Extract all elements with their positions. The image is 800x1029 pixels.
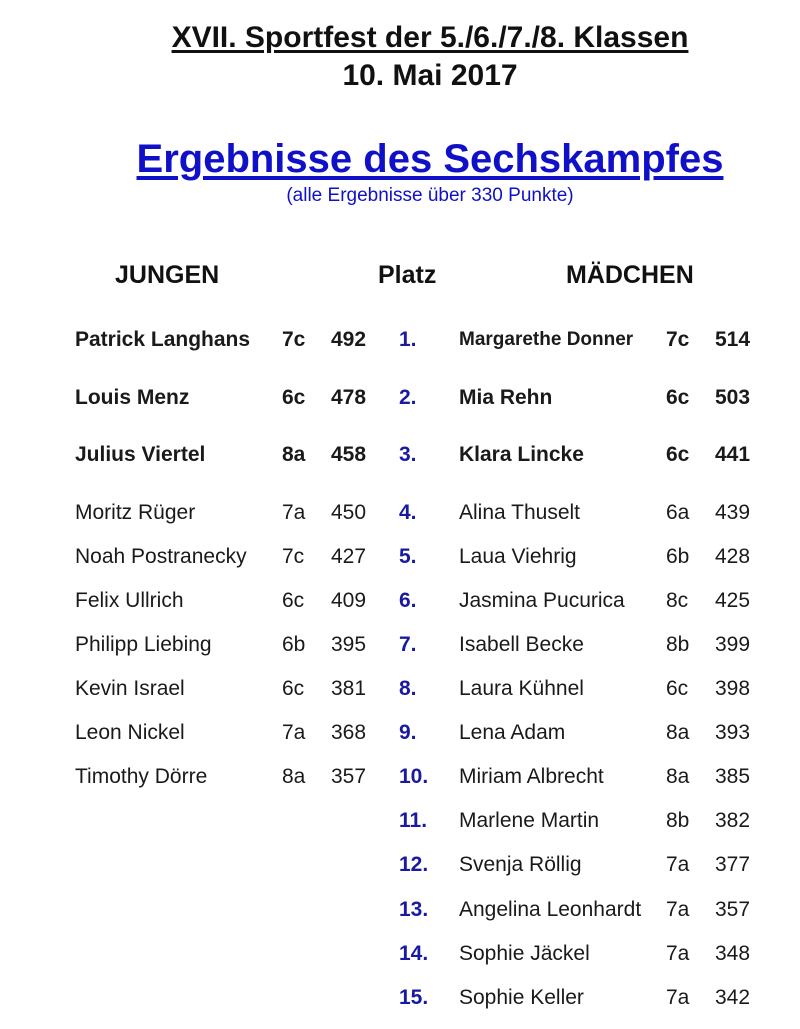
boy-name: Noah Postranecky [75, 545, 247, 568]
place-number: 11. [399, 809, 428, 832]
boy-points: 357 [331, 765, 367, 788]
girl-class: 8b [666, 809, 690, 832]
boy-name: Kevin Israel [75, 677, 185, 700]
event-date: 10. Mai 2017 [342, 59, 518, 92]
boy-name: Patrick Langhans [75, 328, 251, 351]
boy-points: 368 [331, 721, 367, 744]
place-number: 7. [399, 633, 417, 656]
girl-points: 514 [715, 328, 751, 351]
boy-name: Felix Ullrich [75, 589, 184, 612]
girl-name: Margarethe Donner [459, 329, 634, 350]
girl-class: 7a [666, 942, 690, 965]
boy-name: Julius Viertel [75, 443, 206, 466]
girl-name: Jasmina Pucurica [459, 589, 625, 612]
table-row [0, 498, 800, 528]
girl-points: 393 [715, 721, 751, 744]
girl-class: 8a [666, 765, 690, 788]
girl-name: Isabell Becke [459, 633, 584, 656]
girl-class: 8c [666, 589, 689, 612]
girl-class: 7a [666, 898, 690, 921]
girl-class: 6c [666, 443, 690, 466]
table-row [0, 983, 800, 1013]
girl-class: 8a [666, 721, 690, 744]
boy-class: 6c [282, 589, 305, 612]
boy-points: 395 [331, 633, 367, 656]
boy-points: 381 [331, 677, 367, 700]
place-number: 4. [399, 501, 417, 524]
boy-points: 478 [331, 386, 367, 409]
girl-name: Sophie Keller [459, 986, 584, 1009]
table-row [0, 762, 800, 792]
girl-name: Miriam Albrecht [459, 765, 604, 788]
girl-class: 8b [666, 633, 690, 656]
girl-class: 6b [666, 545, 690, 568]
girl-name: Laua Viehrig [459, 545, 577, 568]
boy-class: 8a [282, 765, 306, 788]
girl-points: 342 [715, 986, 751, 1009]
table-row [0, 383, 800, 413]
column-header-boys: JUNGEN [115, 261, 220, 289]
boy-class: 6c [282, 386, 306, 409]
place-number: 9. [399, 721, 417, 744]
girl-points: 377 [715, 853, 751, 876]
table-row [0, 939, 800, 969]
boy-points: 450 [331, 501, 367, 524]
place-number: 14. [399, 942, 429, 965]
girl-points: 398 [715, 677, 751, 700]
boy-name: Louis Menz [75, 386, 190, 409]
girl-points: 382 [715, 809, 751, 832]
boy-class: 6c [282, 677, 305, 700]
girl-name: Klara Lincke [459, 443, 584, 466]
boy-points: 427 [331, 545, 367, 568]
girl-name: Marlene Martin [459, 809, 600, 832]
table-row [0, 895, 800, 925]
girl-class: 7a [666, 853, 690, 876]
place-number: 1. [399, 328, 417, 351]
place-number: 15. [399, 986, 429, 1009]
boy-points: 458 [331, 443, 367, 466]
place-number: 6. [399, 589, 417, 612]
boy-class: 8a [282, 443, 306, 466]
girl-class: 6c [666, 386, 690, 409]
girl-points: 399 [715, 633, 751, 656]
results-subheading: (alle Ergebnisse über 330 Punkte) [286, 185, 574, 206]
table-row [0, 806, 800, 836]
table-row [0, 542, 800, 572]
girl-name: Angelina Leonhardt [459, 898, 642, 921]
table-row [0, 586, 800, 616]
boy-points: 492 [331, 328, 367, 351]
table-row [0, 718, 800, 748]
girl-points: 503 [715, 386, 751, 409]
girl-points: 439 [715, 501, 751, 524]
place-number: 10. [399, 765, 429, 788]
place-number: 2. [399, 386, 417, 409]
boy-class: 7c [282, 545, 305, 568]
place-number: 8. [399, 677, 417, 700]
boy-name: Philipp Liebing [75, 633, 212, 656]
girl-points: 425 [715, 589, 751, 612]
table-row [0, 674, 800, 704]
event-title: XVII. Sportfest der 5./6./7./8. Klassen [171, 21, 689, 54]
column-header-place: Platz [378, 261, 437, 289]
boy-name: Leon Nickel [75, 721, 185, 744]
girl-class: 6c [666, 677, 689, 700]
results-heading: Ergebnisse des Sechskampfes [136, 137, 724, 181]
girl-points: 428 [715, 545, 751, 568]
girl-points: 441 [715, 443, 751, 466]
girl-name: Mia Rehn [459, 386, 553, 409]
girl-name: Sophie Jäckel [459, 942, 590, 965]
girl-class: 7a [666, 986, 690, 1009]
table-row [0, 850, 800, 880]
girl-name: Svenja Röllig [459, 853, 582, 876]
boy-name: Timothy Dörre [75, 765, 208, 788]
place-number: 12. [399, 853, 429, 876]
girl-points: 385 [715, 765, 751, 788]
table-row [0, 325, 800, 355]
place-number: 13. [399, 898, 429, 921]
table-row [0, 440, 800, 470]
boy-class: 7a [282, 501, 306, 524]
girl-class: 6a [666, 501, 690, 524]
boy-class: 7a [282, 721, 306, 744]
place-number: 3. [399, 443, 417, 466]
place-number: 5. [399, 545, 417, 568]
girl-name: Lena Adam [459, 721, 566, 744]
girl-points: 357 [715, 898, 751, 921]
column-header-girls: MÄDCHEN [566, 261, 694, 289]
girl-class: 7c [666, 328, 690, 351]
girl-points: 348 [715, 942, 751, 965]
boy-name: Moritz Rüger [75, 501, 196, 524]
boy-points: 409 [331, 589, 367, 612]
girl-name: Laura Kühnel [459, 677, 584, 700]
boy-class: 7c [282, 328, 306, 351]
table-row [0, 630, 800, 660]
girl-name: Alina Thuselt [459, 501, 581, 524]
boy-class: 6b [282, 633, 306, 656]
